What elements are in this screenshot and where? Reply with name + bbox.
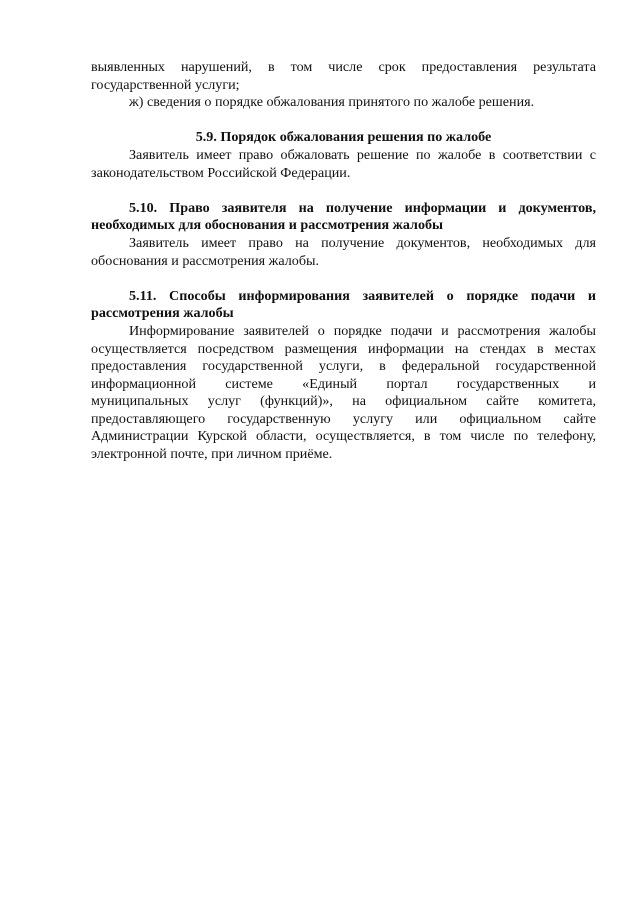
heading-line: рассмотрения жалобы [91, 305, 234, 322]
text-line: информационной системе «Единый портал государственных и [91, 375, 596, 392]
section-body-5-10 [91, 235, 596, 270]
text-line: Заявитель имеет право обжаловать решение по жалобе в соответствии с [129, 146, 596, 163]
heading-line: 5.10. Право заявителя на получение информации и документов, [129, 199, 596, 216]
text-line: электронной почте, при личном приёме. [91, 446, 333, 463]
text-line: государственной услуги; [91, 76, 240, 93]
text-line: муниципальных услуг (функций)», на официальном сайте комитета, [91, 393, 596, 410]
text-line: Заявитель имеет право на получение документов, необходимых для [129, 234, 596, 251]
text-line: осуществляется посредством размещения информации на стендах в местах [91, 340, 596, 357]
section-body-5-11 [91, 323, 596, 464]
text-line: выявленных нарушений, в том числе срок предоставления результата [91, 59, 596, 75]
document-page [91, 59, 596, 464]
text-line: Администрации Курской области, осуществляется, в том числе по телефону, [91, 428, 596, 445]
text-line: Информирование заявителей о порядке подачи и рассмотрения жалобы [129, 322, 596, 339]
list-item-zh: ж) сведения о порядке обжалования принятого по жалобе решения. [129, 94, 535, 111]
heading-line: необходимых для обоснования и рассмотрения жалобы [91, 217, 444, 234]
spacer [91, 112, 596, 130]
text-line: обоснования и рассмотрения жалобы. [91, 252, 320, 269]
spacer [91, 182, 596, 200]
section-heading-5-10 [91, 200, 596, 235]
section-heading-5-9: 5.9. Порядок обжалования решения по жалобе [195, 129, 492, 146]
section-heading-5-11 [91, 288, 596, 323]
text-line: предоставления государственной услуги, в федеральной государственной [91, 358, 596, 375]
section-body-5-9 [91, 147, 596, 182]
text-line: предоставляющего государственную услугу или официальном сайте [91, 410, 596, 427]
text-line: законодательством Российской Федерации. [91, 164, 351, 181]
heading-line: 5.11. Способы информирования заявителей о порядке подачи и [129, 287, 596, 304]
spacer [91, 270, 596, 288]
paragraph-continuation [91, 59, 596, 94]
